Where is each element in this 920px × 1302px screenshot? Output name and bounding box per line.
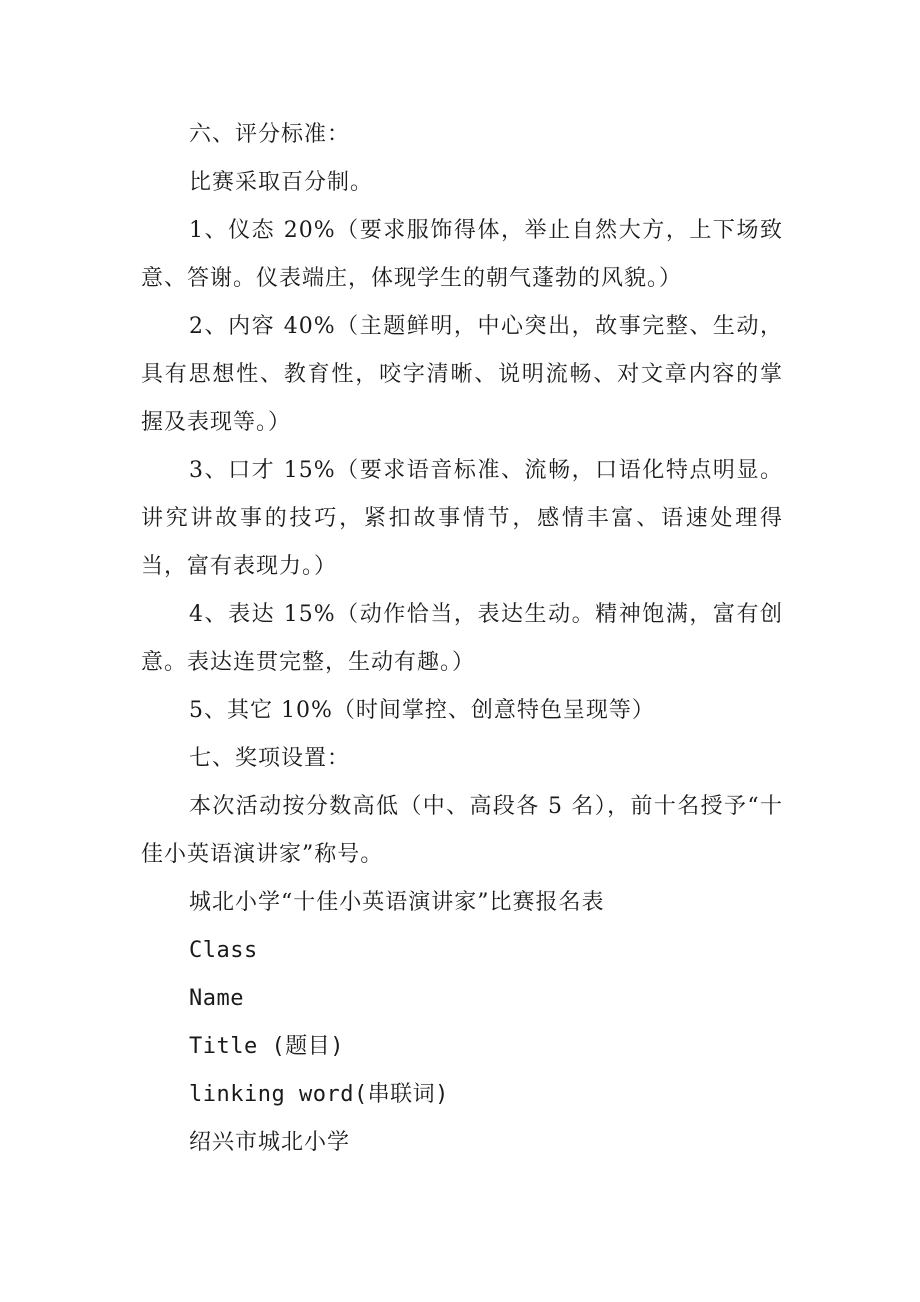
criterion-eloquence: 3、口才 15%（要求语音标准、流畅，口语化特点明显。讲究讲故事的技巧，紧扣故事情节，感情丰富、语速处理得当，富有表现力。）	[141, 458, 783, 579]
section-heading-awards: 七、奖项设置：	[189, 746, 351, 771]
document-body	[141, 111, 783, 1167]
scoring-intro: 比赛采取百分制。	[189, 170, 374, 195]
criterion-other: 5、其它 10%（时间掌控、创意特色呈现等）	[189, 698, 655, 723]
form-field-name: Name	[189, 986, 244, 1011]
criterion-appearance: 1、仪态 20%（要求服饰得体，举止自然大方，上下场致意、答谢。仪表端庄，体现学生的朝气蓬勃的风貌。）	[141, 218, 783, 291]
form-field-class: Class	[189, 938, 258, 963]
form-title: 城北小学“十佳小英语演讲家”比赛报名表	[189, 890, 605, 915]
criterion-content: 2、内容 40%（主题鲜明，中心突出，故事完整、生动，具有思想性、教育性，咬字清晰、说明流畅、对文章内容的掌握及表现等。）	[141, 314, 783, 435]
form-field-linking-word: linking word(串联词)	[189, 1082, 449, 1107]
section-heading-scoring: 六、评分标准：	[189, 122, 351, 147]
criterion-expression: 4、表达 15%（动作恰当，表达生动。精神饱满，富有创意。表达连贯完整，生动有趣。）	[141, 602, 783, 675]
school-name: 绍兴市城北小学	[189, 1130, 351, 1155]
form-field-title: Title (题目)	[189, 1034, 344, 1059]
awards-text: 本次活动按分数高低（中、高段各 5 名），前十名授予“十佳小英语演讲家”称号。	[141, 794, 783, 867]
